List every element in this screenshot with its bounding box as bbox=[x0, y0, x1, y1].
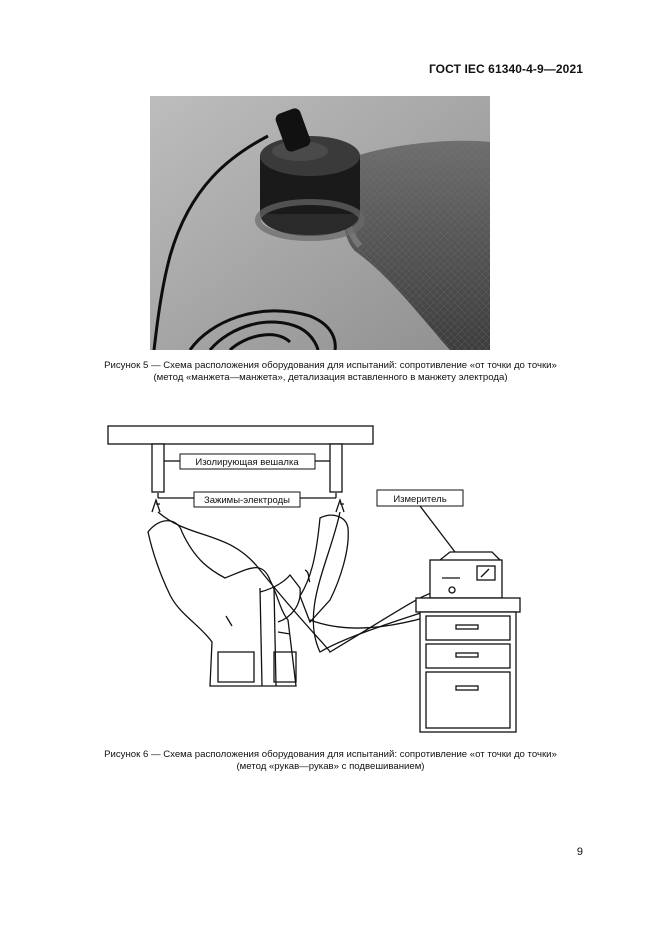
jacket bbox=[148, 515, 348, 686]
resistance-meter bbox=[430, 552, 502, 598]
page-number: 9 bbox=[576, 846, 583, 858]
figure-5-caption-line2: (метод «манжета—манжета», детализация вставленного в манжету электрода) bbox=[153, 372, 508, 383]
clamps-label: Зажимы-электроды bbox=[203, 495, 291, 506]
hanger-rod-left bbox=[152, 444, 164, 492]
figure-6-caption-line1: Рисунок 6 — Схема расположения оборудования для испытаний: сопротивление «от точки до точки» bbox=[104, 749, 557, 760]
hanger-label: Изолирующая вешалка bbox=[195, 457, 299, 468]
figure-5-photo bbox=[150, 96, 490, 350]
hanger-rod-right bbox=[330, 444, 342, 492]
figure-6-caption-line2: (метод «рукав—рукав» с подвешиванием) bbox=[236, 761, 425, 772]
cabinet bbox=[416, 598, 520, 732]
standard-header: ГОСТ IEC 61340-4-9—2021 bbox=[428, 62, 583, 76]
clamp-right bbox=[336, 500, 344, 512]
clamp-left bbox=[152, 500, 160, 512]
figure-5-caption-line1: Рисунок 5 — Схема расположения оборудования для испытаний: сопротивление «от точки до точки» bbox=[104, 360, 557, 371]
support-bar bbox=[108, 426, 373, 444]
figure-6-diagram bbox=[100, 420, 540, 740]
meter-label: Измеритель bbox=[393, 494, 447, 505]
